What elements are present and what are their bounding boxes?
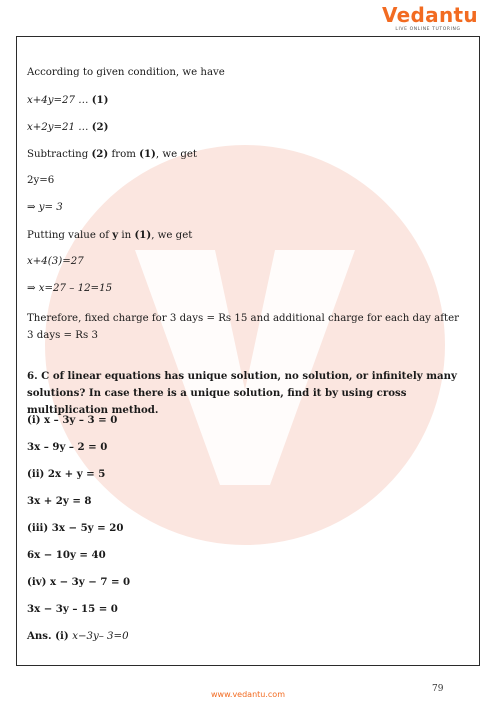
pair-1-eq-b: 3x – 9y – 2 = 0 xyxy=(27,441,108,453)
conclusion-paragraph: Therefore, fixed charge for 3 days = Rs 15 and additional charge for each day after 3 days = Rs 3 xyxy=(27,313,459,341)
pair-1-eq-a: (i) x – 3y – 3 = 0 xyxy=(27,414,118,426)
putting-line xyxy=(27,228,192,243)
text-span: in xyxy=(118,230,135,241)
answer-label: Ans. (i) xyxy=(27,630,73,642)
equation-1-expr: x+4y=27 … xyxy=(27,95,92,106)
equation-1-tag: (1) xyxy=(91,94,109,106)
answer-line xyxy=(27,629,129,644)
ref-1: (1) xyxy=(134,229,152,241)
text-line: According to given condition, we have xyxy=(27,67,225,78)
result-2y: 2y=6 xyxy=(27,175,55,186)
logo-text: Vedantu xyxy=(382,3,478,27)
answer-expr: x−3y– 3=0 xyxy=(72,631,129,642)
question-6-heading: 6. C of linear equations has unique solution, no solution, or infinitely many solutions? In case there is a unique solution, find it by using cross multiplication method. xyxy=(27,370,457,416)
page-number: 79 xyxy=(432,684,444,694)
pair-3-eq-b: 6x − 10y = 40 xyxy=(27,549,106,561)
text-span: Putting value of xyxy=(27,230,113,241)
text-span: from xyxy=(108,149,140,160)
vedantu-logo xyxy=(382,3,478,32)
pair-4-eq-a: (iv) x − 3y − 7 = 0 xyxy=(27,576,131,588)
subtracting-line xyxy=(27,147,197,162)
equation-1 xyxy=(27,93,108,108)
pair-2-eq-a: (ii) 2x + y = 5 xyxy=(27,468,106,480)
substitution-line: x+4(3)=27 xyxy=(27,256,84,267)
var-y: y xyxy=(112,229,119,241)
footer-url: www.vedantu.com xyxy=(211,690,285,699)
watermark-logo xyxy=(40,140,450,550)
logo-tagline: LIVE ONLINE TUTORING xyxy=(395,27,461,32)
pair-4-eq-b: 3x − 3y – 15 = 0 xyxy=(27,603,118,615)
result-y: ⇒ y= 3 xyxy=(27,202,63,213)
equation-2-tag: (2) xyxy=(91,121,109,133)
ref-2: (2) xyxy=(91,148,109,160)
text-span: , we get xyxy=(155,149,197,160)
text-span: , we get xyxy=(151,230,193,241)
equation-2 xyxy=(27,120,108,135)
equation-2-expr: x+2y=21 … xyxy=(27,122,92,133)
pair-3-eq-a: (iii) 3x − 5y = 20 xyxy=(27,522,124,534)
text-span: Subtracting xyxy=(27,149,92,160)
ref-1: (1) xyxy=(139,148,156,160)
pair-2-eq-b: 3x + 2y = 8 xyxy=(27,495,92,507)
result-x: ⇒ x=27 – 12=15 xyxy=(27,283,113,294)
